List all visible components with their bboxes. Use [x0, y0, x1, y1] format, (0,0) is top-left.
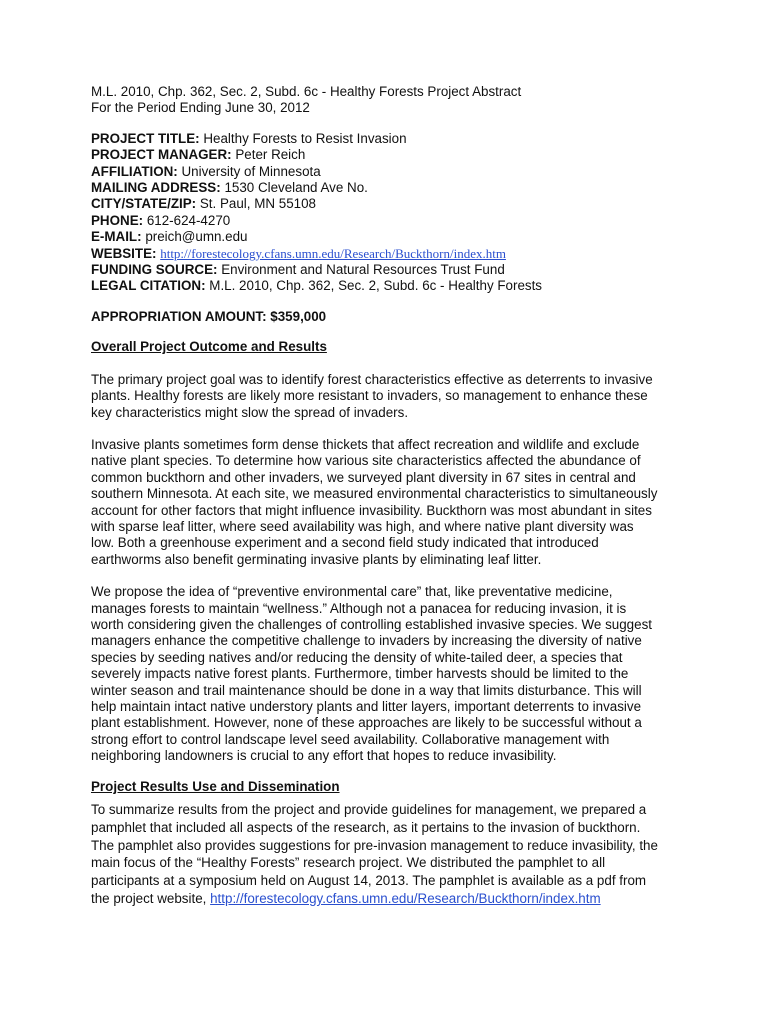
- email-label: E-MAIL:: [91, 229, 142, 245]
- mailing-address-value: 1530 Cleveland Ave No.: [224, 180, 368, 196]
- paragraph-line: To summarize results from the project and provide guidelines for management, we prepared a: [91, 802, 647, 818]
- phone-row: [91, 213, 691, 229]
- affiliation-label: AFFILIATION:: [91, 163, 178, 179]
- paragraph-line: strong effort to control landscape level seed availability. Collaborative management with: [91, 731, 610, 747]
- funding-source-row: [91, 262, 691, 278]
- paragraph-line: key characteristics might slow the spread of invaders.: [91, 404, 409, 420]
- affiliation-row: [91, 164, 691, 180]
- paragraph-line: plant establishment. However, none of these approaches are likely to be successful without a: [91, 715, 642, 731]
- website-link[interactable]: http://forestecology.cfans.umn.edu/Research/Buckthorn/index.htm: [160, 245, 506, 261]
- paragraph-line: [91, 890, 691, 908]
- paragraph-line: native plant species. To determine how various site characteristics affected the abundance of: [91, 453, 641, 469]
- outcome-heading: Overall Project Outcome and Results: [91, 339, 327, 355]
- mailing-address-row: [91, 180, 691, 196]
- paragraph-line: We propose the idea of “preventive environmental care” that, like preventative medicine,: [91, 584, 613, 600]
- paragraph-line: winter season and trail maintenance should be done in a way that limits disturbance. This will: [91, 682, 642, 698]
- paragraph-line: worth considering given the challenges of controlling established invasive species. We suggest: [91, 616, 652, 632]
- outcome-paragraph-2: [91, 437, 691, 568]
- project-manager-row: [91, 147, 691, 163]
- outcome-paragraph-3: [91, 584, 691, 764]
- city-state-zip-label: CITY/STATE/ZIP:: [91, 196, 197, 212]
- document-page: [91, 84, 691, 908]
- website-label: WEBSITE:: [91, 245, 157, 261]
- project-manager-label: PROJECT MANAGER:: [91, 147, 232, 163]
- paragraph-line: managers enhance the competitive challenge to invaders by increasing the diversity of native: [91, 633, 642, 649]
- paragraph-line: low. Both a greenhouse experiment and a second field study indicated that introduced: [91, 535, 599, 551]
- header-line-1: M.L. 2010, Chp. 362, Sec. 2, Subd. 6c - Healthy Forests Project Abstract: [91, 84, 522, 99]
- outcome-paragraph-1: [91, 372, 691, 421]
- paragraph-line: species by seeding natives and/or reducing the density of white-tailed deer, a species that: [91, 649, 623, 665]
- header-line-2: For the Period Ending June 30, 2012: [91, 100, 310, 116]
- legal-citation-label: LEGAL CITATION:: [91, 278, 206, 294]
- appropriation-amount: APPROPRIATION AMOUNT: $359,000: [91, 308, 327, 324]
- paragraph-line: southern Minnesota. At each site, we measured environmental characteristics to simultaneously: [91, 486, 658, 502]
- project-manager-value: Peter Reich: [235, 147, 306, 163]
- paragraph-line: account for other factors that might influence invasibility. Buckthorn was most abundant in sites: [91, 502, 652, 518]
- city-state-zip-row: [91, 196, 691, 212]
- paragraph-line: The primary project goal was to identify forest characteristics effective as deterrents to invasive: [91, 371, 653, 387]
- paragraph-line: common buckthorn and other invaders, we surveyed plant diversity in 67 sites in central and: [91, 469, 636, 485]
- paragraph-line: participants at a symposium held on August 14, 2013. The pamphlet is available as a pdf from: [91, 873, 647, 889]
- city-state-zip-value: St. Paul, MN 55108: [199, 196, 316, 212]
- project-title-row: [91, 131, 691, 147]
- email-row: [91, 229, 691, 245]
- paragraph-line: neighboring landowners is crucial to any effort that hopes to reduce invasibility.: [91, 748, 557, 764]
- paragraph-line: The pamphlet also provides suggestions for pre-invasion management to reduce invasibility, the: [91, 837, 658, 853]
- paragraph-line: Invasive plants sometimes form dense thickets that affect recreation and wildlife and exclude: [91, 436, 640, 452]
- paragraph-line: manages forests to maintain “wellness.” Although not a panacea for reducing invasion, it is: [91, 600, 627, 616]
- email-value: preich@umn.edu: [145, 229, 248, 245]
- website-row: [91, 246, 691, 262]
- paragraph-line: earthworms also benefit germinating invasive plants by eliminating leaf litter.: [91, 551, 542, 567]
- website-prefix: the project website,: [91, 891, 207, 907]
- project-website-link[interactable]: http://forestecology.cfans.umn.edu/Research/Buckthorn/index.htm: [210, 891, 601, 907]
- legal-citation-row: [91, 278, 691, 294]
- phone-label: PHONE:: [91, 212, 144, 228]
- paragraph-line: main focus of the “Healthy Forests” research project. We distributed the pamphlet to all: [91, 855, 606, 871]
- phone-value: 612-624-4270: [146, 212, 231, 228]
- project-title-value: Healthy Forests to Resist Invasion: [203, 130, 407, 146]
- dissemination-heading: Project Results Use and Dissemination: [91, 778, 340, 794]
- paragraph-line: pamphlet that included all aspects of the research, as it pertains to the invasion of buckthorn.: [91, 819, 641, 835]
- legal-citation-value: M.L. 2010, Chp. 362, Sec. 2, Subd. 6c - Healthy Forests: [209, 278, 543, 294]
- funding-source-value: Environment and Natural Resources Trust Fund: [221, 262, 505, 278]
- mailing-address-label: MAILING ADDRESS:: [91, 180, 221, 196]
- dissemination-paragraph: [91, 801, 691, 908]
- paragraph-line: plants. Healthy forests are likely more resistant to invaders, so management to enhance these: [91, 388, 648, 404]
- paragraph-line: help maintain intact native understory plants and litter layers, important deterrents to invasive: [91, 699, 642, 714]
- paragraph-line: with sparse leaf litter, where seed availability was high, and where native plant diversity was: [91, 518, 634, 534]
- affiliation-value: University of Minnesota: [181, 163, 321, 179]
- project-title-label: PROJECT TITLE:: [91, 130, 200, 146]
- funding-source-label: FUNDING SOURCE:: [91, 262, 218, 278]
- paragraph-line: severely impacts native forest plants. Furthermore, timber harvests should be limited to the: [91, 666, 629, 682]
